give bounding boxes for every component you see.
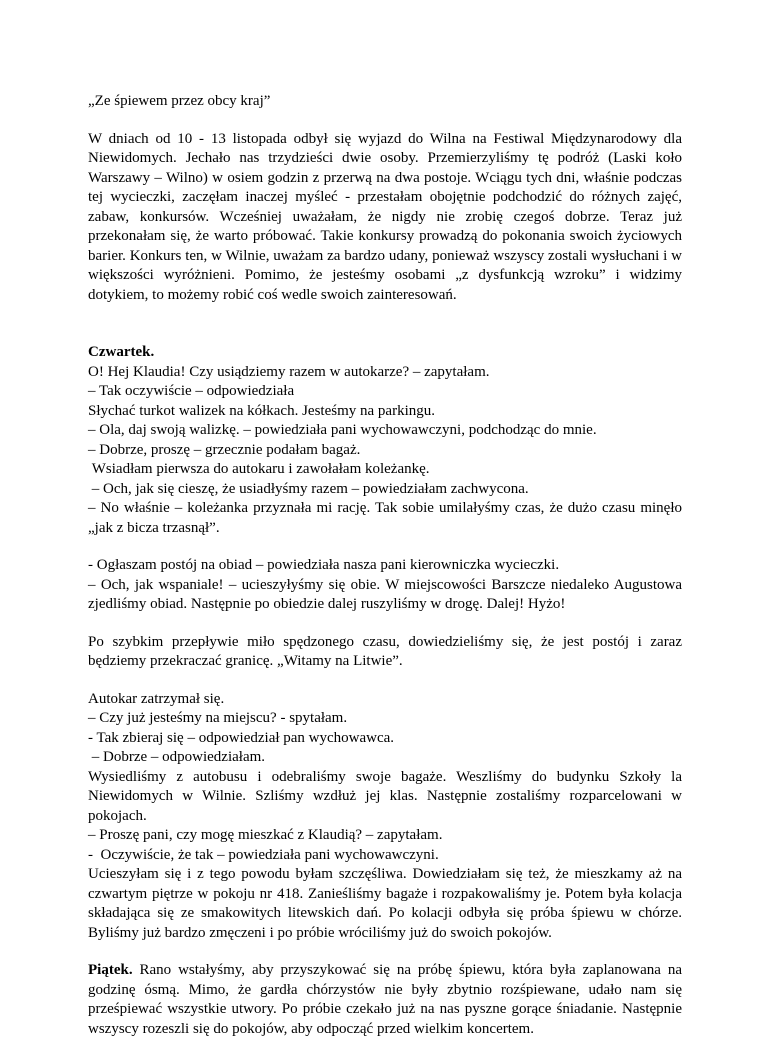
lunch-paragraph: – Och, jak wspaniale! – ucieszyłyśmy się obie. W miejscowości Barszcze niedaleko Augustowa zjedliśmy obiad. Następnie po obiedzie dalej ruszyliśmy w drogę. Dalej! Hyżo! xyxy=(88,576,682,612)
lunch-line: - Ogłaszam postój na obiad – powiedziała nasza pani kierowniczka wycieczki. xyxy=(88,557,560,573)
arrival-line: Autokar zatrzymał się. xyxy=(88,690,225,707)
thursday-line: Wsiadłam pierwsza do autokaru i zawołałam koleżankę. xyxy=(88,461,430,477)
room-line: - Oczywiście, że tak – powiedziała pani wychowawczyni. xyxy=(88,846,439,863)
document-title: „Ze śpiewem przez obcy kraj” xyxy=(88,93,271,109)
friday-paragraph xyxy=(88,961,682,1039)
thursday-line: – Dobrze, proszę – grzecznie podałam bagaż. xyxy=(88,441,361,458)
arrival-line: – Dobrze – odpowiedziałam. xyxy=(88,749,266,765)
thursday-heading: Czwartek. xyxy=(88,344,155,360)
thursday-line: – Tak oczywiście – odpowiedziała xyxy=(88,383,295,399)
document-page xyxy=(88,92,682,1039)
intro-paragraph: W dniach od 10 - 13 listopada odbył się wyjazd do Wilna na Festiwal Międzynarodowy dla Niewidomych. Jechało nas trzydzieści dwie osoby. Przemierzyliśmy tę podróż (Laski koło Warszawy – Wilno) w osiem godzin z przerwą na dwa postoje. Wciągu tych dni, właśnie podczas tej wycieczki, zaczęłam inaczej myśleć - przestałam obojętnie podchodzić do różnych zajęć, zabaw, konkursów. Wcześniej uważałam, że nigdy nie zrobię czegoś dobrze. Teraz już przekonałam się, że warto próbować. Takie konkursy prowadzą do pokonania swoich życiowych barier. Konkurs ten, w Wilnie, uważam za bardzo udany, ponieważ wszyscy zostali wysłuchani i w większości wyróżnieni. Pomimo, że jesteśmy osobami „z dysfunkcją wzroku” i widzimy dotykiem, to możemy robić coś wedle swoich zainteresowań. xyxy=(88,130,682,303)
thursday-line: – Och, jak się cieszę, że usiadłyśmy razem – powiedziałam zachwycona. xyxy=(88,480,529,497)
section-gap xyxy=(88,305,682,343)
evening-paragraph: Ucieszyłam się i z tego powodu byłam szczęśliwa. Dowiedziałam się też, że mieszkamy aż na czwartym piętrze w pokoju nr 418. Zanieśliśmy bagaże i rozpakowaliśmy je. Potem była kolacja składająca się ze smakowitych litewskich dań. Po kolacji odbyła się próba śpiewu w chórze. Byliśmy już bardzo zmęczeni i po próbie wróciliśmy już do swoich pokojów. xyxy=(88,866,682,941)
room-line: – Proszę pani, czy mogę mieszkać z Klaudią? – zapytałam. xyxy=(88,827,443,843)
thursday-line: Słychać turkot walizek na kółkach. Jesteśmy na parkingu. xyxy=(88,402,435,419)
thursday-line: – Ola, daj swoją walizkę. – powiedziała pani wychowawczyni, podchodząc do mnie. xyxy=(88,422,597,438)
friday-heading: Piątek. xyxy=(88,962,133,978)
arrival-line: – Czy już jesteśmy na miejscu? - spytałam. xyxy=(88,710,348,726)
school-paragraph: Wysiedliśmy z autobusu i odebraliśmy swoje bagaże. Weszliśmy do budynku Szkoły la Niewidomych w Wilnie. Szliśmy wzdłuż jej klas. Następnie zostaliśmy rozparcelowani w pokojach. xyxy=(88,768,682,824)
border-paragraph: Po szybkim przepływie miło spędzonego czasu, dowiedzieliśmy się, że jest postój i zaraz będziemy przekraczać granicę. „Witamy na Litwie”. xyxy=(88,633,682,669)
thursday-last-paragraph: – No właśnie – koleżanka przyznała mi rację. Tak sobie umilałyśmy czas, że dużo czasu minęło „jak z bicza trzasnął”. xyxy=(88,500,682,536)
arrival-line: - Tak zbieraj się – odpowiedział pan wychowawca. xyxy=(88,729,395,746)
thursday-line: O! Hej Klaudia! Czy usiądziemy razem w autokarze? – zapytałam. xyxy=(88,363,490,380)
friday-text: Rano wstałyśmy, aby przyszykować się na próbę śpiewu, która była zaplanowana na godzinę ósmą. Mimo, że gardła chórzystów nie były zbytnio rozśpiewane, udało nam się prześpiewać wszystkie utwory. Po próbie czekało już na nas pyszne gorące śniadanie. Następnie wszyscy rozeszli się do pokojów, aby odpocząć przed wielkim koncertem. xyxy=(88,962,682,1037)
